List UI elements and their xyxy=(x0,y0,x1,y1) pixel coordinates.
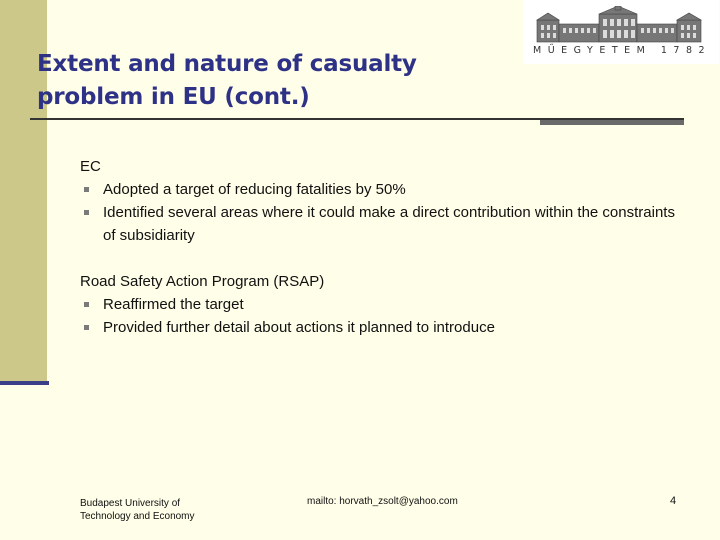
bullet-list xyxy=(80,178,680,247)
bullet-text: Reaffirmed the target xyxy=(103,296,244,313)
list-item xyxy=(80,316,680,339)
slide-body xyxy=(80,155,680,339)
slide-title-line-2: problem in EU (cont.) xyxy=(37,84,310,110)
section-ec xyxy=(80,155,680,247)
section-heading: EC xyxy=(80,158,101,175)
university-building-icon xyxy=(535,6,705,46)
slide-title xyxy=(37,48,417,114)
bullet-list xyxy=(80,293,680,339)
square-bullet-icon xyxy=(84,302,89,307)
list-item xyxy=(80,201,680,247)
square-bullet-icon xyxy=(84,187,89,192)
list-item xyxy=(80,293,680,316)
bullet-text: Adopted a target of reducing fatalities by 50% xyxy=(103,181,406,198)
square-bullet-icon xyxy=(84,325,89,330)
university-logo xyxy=(523,0,719,64)
footer-contact-link[interactable]: mailto: horvath_zsolt@yahoo.com xyxy=(307,496,458,507)
slide-title-line-1: Extent and nature of casualty xyxy=(37,51,417,77)
logo-caption: MŰEGYETEM 1782 xyxy=(533,45,712,56)
bullet-text: Identified several areas where it could make a direct contribution within the constraints of subsidiarity xyxy=(103,204,675,244)
list-item xyxy=(80,178,680,201)
bullet-text: Provided further detail about actions it planned to introduce xyxy=(103,319,495,336)
sidebar-accent-line xyxy=(0,381,49,385)
institution-line-2: Technology and Economy xyxy=(80,511,195,522)
section-spacer xyxy=(80,247,680,270)
footer-institution xyxy=(80,497,260,523)
section-heading: Road Safety Action Program (RSAP) xyxy=(80,273,325,290)
institution-line-1: Budapest University of xyxy=(80,498,181,509)
section-rsap xyxy=(80,270,680,339)
page-number: 4 xyxy=(670,495,677,507)
title-divider-accent xyxy=(540,120,684,125)
square-bullet-icon xyxy=(84,210,89,215)
